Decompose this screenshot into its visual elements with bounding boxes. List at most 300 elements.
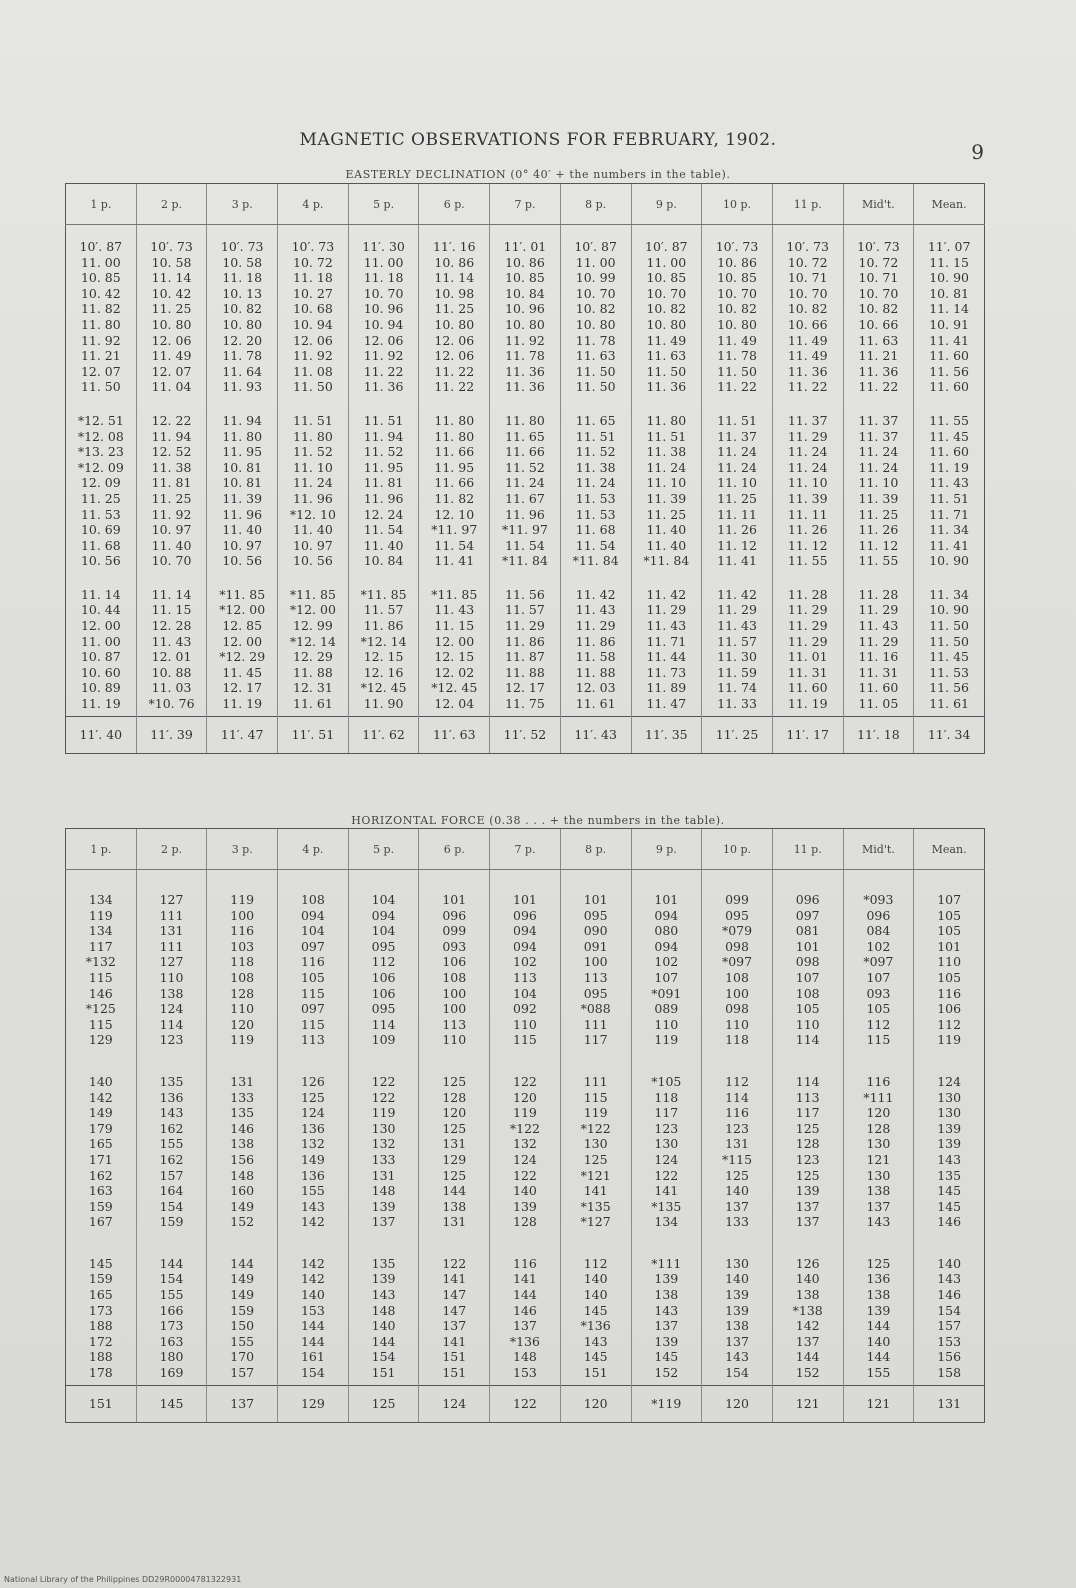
horizontal-force-cell: 155 xyxy=(159,1136,184,1152)
horizontal-force-cell: 111 xyxy=(583,1073,608,1089)
horizontal-force-cell: 112 xyxy=(866,1016,891,1032)
horizontal-force-mean-cell: 120 xyxy=(560,1385,631,1422)
declination-cell: 11. 14 xyxy=(151,270,192,286)
horizontal-force-mean-cell: 131 xyxy=(914,1385,985,1422)
horizontal-force-cell: 134 xyxy=(88,892,113,907)
declination-column-values xyxy=(66,225,137,399)
horizontal-force-cell: 113 xyxy=(513,969,537,985)
declination-cell: 10. 85 xyxy=(80,270,121,286)
declination-mean-cell: 11′. 34 xyxy=(914,716,985,753)
declination-cell: 11. 39 xyxy=(222,490,263,506)
declination-column-values xyxy=(278,399,349,573)
declination-mean-row xyxy=(66,716,985,753)
declination-cell: 11. 66 xyxy=(434,444,475,460)
declination-cell: 11. 64 xyxy=(222,363,263,379)
horizontal-force-cell: 131 xyxy=(442,1214,467,1230)
horizontal-force-day-group xyxy=(66,1052,985,1234)
horizontal-force-cell: 107 xyxy=(866,969,891,985)
declination-column-values xyxy=(914,399,985,573)
horizontal-force-cell: 125 xyxy=(442,1167,467,1183)
horizontal-force-cell: 146 xyxy=(937,1214,962,1230)
declination-cell: 10. 66 xyxy=(787,316,828,332)
declination-column-header: 3 p. xyxy=(207,184,278,225)
declination-cell: 11. 52 xyxy=(575,444,616,460)
horizontal-force-cell: 154 xyxy=(937,1302,962,1318)
declination-mean-cell: 11′. 18 xyxy=(843,716,914,753)
horizontal-force-mean-cell: 124 xyxy=(419,1385,490,1422)
horizontal-force-cell: 159 xyxy=(88,1198,113,1214)
declination-column-values xyxy=(348,399,419,573)
declination-cell: 10. 81 xyxy=(222,475,263,491)
horizontal-force-cell: 145 xyxy=(88,1255,113,1271)
declination-column-values xyxy=(66,573,137,716)
horizontal-force-cell: 145 xyxy=(654,1349,679,1365)
declination-cell: 11. 43 xyxy=(646,618,687,634)
horizontal-force-cell: 103 xyxy=(230,938,255,954)
declination-cell: 10. 90 xyxy=(929,602,969,618)
declination-cell: 11. 45 xyxy=(929,428,969,444)
declination-cell: 11. 41 xyxy=(717,553,757,569)
horizontal-force-mean-cell: 145 xyxy=(136,1385,207,1422)
horizontal-force-cell: 155 xyxy=(159,1287,184,1303)
declination-cell: 11. 43 xyxy=(151,633,192,649)
declination-cell: 11. 00 xyxy=(363,254,404,270)
declination-cell: 11. 60 xyxy=(929,348,969,364)
horizontal-force-cell: 157 xyxy=(159,1167,184,1183)
declination-column-values xyxy=(136,399,207,573)
declination-cell: 11. 57 xyxy=(363,602,404,618)
horizontal-force-cell: 156 xyxy=(230,1151,255,1167)
declination-cell: 11. 14 xyxy=(929,301,969,317)
declination-cell: 11. 57 xyxy=(717,633,757,649)
horizontal-force-cell: 145 xyxy=(937,1198,962,1214)
declination-cell: 11. 51 xyxy=(363,412,404,428)
declination-cell: 11. 31 xyxy=(787,664,828,680)
horizontal-force-cell: 148 xyxy=(230,1167,255,1183)
declination-cell: 11. 29 xyxy=(787,633,828,649)
declination-cell: 11. 40 xyxy=(646,522,687,538)
declination-cell: 11. 29 xyxy=(787,618,828,634)
horizontal-force-cell: 145 xyxy=(583,1302,608,1318)
horizontal-force-cell: 143 xyxy=(725,1349,749,1365)
horizontal-force-cell: 116 xyxy=(230,923,255,939)
horizontal-force-cell: 157 xyxy=(230,1365,255,1381)
horizontal-force-cell: 111 xyxy=(159,907,184,923)
declination-cell: 11. 92 xyxy=(80,332,121,348)
horizontal-force-mean-cell: 122 xyxy=(490,1385,561,1422)
horizontal-force-cell: *132 xyxy=(85,954,116,970)
declination-cell: 11. 45 xyxy=(929,649,969,665)
horizontal-force-cell: 159 xyxy=(159,1214,184,1230)
declination-cell: 11. 43 xyxy=(929,475,969,491)
horizontal-force-cell: 118 xyxy=(654,1089,679,1105)
declination-heading: EASTERLY DECLINATION (0° 40′ + the numbers in the table). xyxy=(345,168,731,181)
horizontal-force-cell: 111 xyxy=(159,938,184,954)
horizontal-force-cell: 140 xyxy=(725,1183,749,1199)
horizontal-force-cell: 140 xyxy=(513,1183,537,1199)
declination-cell: 11. 10 xyxy=(293,459,333,475)
declination-cell: 12. 22 xyxy=(151,412,192,428)
horizontal-force-cell: 139 xyxy=(725,1287,749,1303)
horizontal-force-cell: 136 xyxy=(300,1167,325,1183)
declination-cell: 11. 25 xyxy=(858,506,899,522)
declination-cell: 11. 15 xyxy=(929,254,969,270)
horizontal-force-cell: 141 xyxy=(442,1271,467,1287)
horizontal-force-column-header: 4 p. xyxy=(278,829,349,870)
declination-cell: *12. 00 xyxy=(219,602,266,618)
declination-cell: 11. 15 xyxy=(151,602,192,618)
declination-cell: 11. 60 xyxy=(858,680,899,696)
declination-cell: 11. 36 xyxy=(787,363,828,379)
declination-cell: 11. 51 xyxy=(717,412,757,428)
declination-cell: 11. 28 xyxy=(858,586,899,602)
horizontal-force-column-header: Mid't. xyxy=(843,829,914,870)
horizontal-force-mean-cell: 137 xyxy=(207,1385,278,1422)
declination-cell: 11. 19 xyxy=(929,459,969,475)
declination-cell: 11. 54 xyxy=(363,522,404,538)
declination-cell: 11. 60 xyxy=(787,680,828,696)
declination-cell: 12. 06 xyxy=(363,332,404,348)
horizontal-force-cell: 120 xyxy=(442,1105,467,1121)
declination-cell: 11. 40 xyxy=(293,522,333,538)
horizontal-force-cell: 104 xyxy=(371,892,396,907)
horizontal-force-cell: 158 xyxy=(937,1365,962,1381)
horizontal-force-cell: 130 xyxy=(866,1167,891,1183)
declination-cell: 10. 82 xyxy=(646,301,687,317)
horizontal-force-column-values xyxy=(772,1234,843,1385)
horizontal-force-cell: 119 xyxy=(230,892,255,907)
horizontal-force-column-header: 11 p. xyxy=(772,829,843,870)
horizontal-force-cell: 115 xyxy=(88,969,113,985)
declination-cell: 11. 24 xyxy=(787,444,828,460)
horizontal-force-cell: 128 xyxy=(513,1214,537,1230)
declination-cell: 11. 03 xyxy=(151,680,192,696)
horizontal-force-cell: 096 xyxy=(866,907,891,923)
horizontal-force-cell: 159 xyxy=(88,1271,113,1287)
declination-cell: 11. 78 xyxy=(222,348,263,364)
horizontal-force-cell: 137 xyxy=(725,1198,749,1214)
horizontal-force-column-values xyxy=(631,870,702,1052)
horizontal-force-cell: *138 xyxy=(792,1302,823,1318)
horizontal-force-cell: 137 xyxy=(866,1198,891,1214)
horizontal-force-cell: 144 xyxy=(159,1255,184,1271)
horizontal-force-cell: *115 xyxy=(721,1151,753,1167)
horizontal-force-cell: 160 xyxy=(230,1183,255,1199)
horizontal-force-cell: 098 xyxy=(725,938,749,954)
declination-cell: 12. 07 xyxy=(80,363,121,379)
declination-cell: *12. 45 xyxy=(360,680,407,696)
horizontal-force-cell: *136 xyxy=(580,1318,611,1334)
horizontal-force-cell: 125 xyxy=(725,1167,749,1183)
horizontal-force-cell: 119 xyxy=(937,1032,962,1048)
horizontal-force-column-values xyxy=(702,1234,773,1385)
horizontal-force-cell: 159 xyxy=(230,1302,255,1318)
horizontal-force-cell: 124 xyxy=(654,1151,679,1167)
horizontal-force-cell: 116 xyxy=(725,1105,749,1121)
horizontal-force-cell: 151 xyxy=(371,1365,396,1381)
declination-cell: 11. 95 xyxy=(434,459,475,475)
declination-cell: 10. 70 xyxy=(363,285,404,301)
declination-cell: 11. 96 xyxy=(222,506,263,522)
declination-cell: *11. 84 xyxy=(572,553,619,569)
declination-mean-cell: 11′. 62 xyxy=(348,716,419,753)
declination-cell: 11. 92 xyxy=(293,348,333,364)
declination-cell: 11. 49 xyxy=(787,348,828,364)
horizontal-force-cell: 100 xyxy=(725,985,749,1001)
horizontal-force-day-group xyxy=(66,1234,985,1385)
horizontal-force-column-header: 9 p. xyxy=(631,829,702,870)
declination-cell: 11. 24 xyxy=(717,444,757,460)
declination-cell: 11. 43 xyxy=(575,602,616,618)
declination-cell: 11. 22 xyxy=(363,363,404,379)
declination-cell: 10. 70 xyxy=(151,553,192,569)
declination-cell: 11. 24 xyxy=(787,459,828,475)
horizontal-force-cell: 101 xyxy=(654,892,679,907)
declination-cell: 11. 29 xyxy=(787,428,828,444)
declination-cell: 11. 43 xyxy=(717,618,757,634)
horizontal-force-cell: 140 xyxy=(88,1073,113,1089)
horizontal-force-cell: 137 xyxy=(725,1333,749,1349)
horizontal-force-cell: 138 xyxy=(866,1287,891,1303)
horizontal-force-cell: 138 xyxy=(866,1183,891,1199)
declination-cell: 11. 96 xyxy=(363,490,404,506)
horizontal-force-cell: 143 xyxy=(583,1333,608,1349)
declination-cell: 10. 98 xyxy=(434,285,475,301)
horizontal-force-cell: 104 xyxy=(300,923,325,939)
horizontal-force-cell: *097 xyxy=(721,954,753,970)
declination-cell: 11. 12 xyxy=(787,537,828,553)
horizontal-force-mean-cell: 129 xyxy=(278,1385,349,1422)
horizontal-force-cell: 117 xyxy=(88,938,113,954)
declination-cell: 10. 42 xyxy=(80,285,121,301)
declination-column-header: 2 p. xyxy=(136,184,207,225)
horizontal-force-cell: 122 xyxy=(371,1073,396,1089)
declination-cell: 11. 80 xyxy=(434,428,475,444)
declination-cell: 11. 26 xyxy=(787,522,828,538)
horizontal-force-cell: 125 xyxy=(442,1120,467,1136)
horizontal-force-cell: 150 xyxy=(230,1318,255,1334)
horizontal-force-cell: 143 xyxy=(866,1214,891,1230)
horizontal-force-cell: 139 xyxy=(513,1198,537,1214)
declination-cell: 11. 55 xyxy=(787,553,828,569)
horizontal-force-cell: 163 xyxy=(88,1183,113,1199)
declination-cell: 11. 78 xyxy=(717,348,757,364)
horizontal-force-cell: 180 xyxy=(159,1349,184,1365)
declination-cell: 10. 27 xyxy=(293,285,333,301)
horizontal-force-cell: 107 xyxy=(654,969,679,985)
declination-cell: 11. 51 xyxy=(293,412,333,428)
horizontal-force-cell: 096 xyxy=(513,907,537,923)
horizontal-force-cell: *125 xyxy=(85,1001,116,1017)
horizontal-force-cell: 163 xyxy=(159,1333,184,1349)
declination-cell: 10. 97 xyxy=(293,537,333,553)
declination-cell: 11. 38 xyxy=(575,459,616,475)
horizontal-force-cell: 134 xyxy=(88,923,113,939)
horizontal-force-cell: 134 xyxy=(654,1214,679,1230)
declination-mean-cell: 11′. 52 xyxy=(490,716,561,753)
horizontal-force-cell: 101 xyxy=(583,892,608,907)
declination-cell: 12. 00 xyxy=(434,633,475,649)
declination-column-values xyxy=(702,225,773,399)
horizontal-force-cell: 125 xyxy=(300,1089,325,1105)
declination-cell: 11. 50 xyxy=(929,618,969,634)
horizontal-force-cell: *121 xyxy=(580,1167,611,1183)
declination-column-values xyxy=(843,399,914,573)
horizontal-force-column-values xyxy=(631,1052,702,1234)
horizontal-force-cell: 113 xyxy=(442,1016,467,1032)
declination-cell: 11. 80 xyxy=(505,412,545,428)
declination-cell: 11. 24 xyxy=(858,459,899,475)
declination-cell: 11. 25 xyxy=(646,506,687,522)
declination-cell: 11. 80 xyxy=(293,428,333,444)
page-title: MAGNETIC OBSERVATIONS FOR FEBRUARY, 1902. xyxy=(299,130,777,150)
declination-cell: 11. 43 xyxy=(858,618,899,634)
horizontal-force-cell: 139 xyxy=(866,1302,891,1318)
declination-cell: 11. 18 xyxy=(222,270,263,286)
horizontal-force-cell: 095 xyxy=(725,907,749,923)
declination-cell: 11. 26 xyxy=(858,522,899,538)
declination-column-values xyxy=(136,573,207,716)
declination-cell: 11. 36 xyxy=(646,379,687,395)
horizontal-force-cell: 112 xyxy=(937,1016,962,1032)
declination-cell: *12. 08 xyxy=(77,428,124,444)
horizontal-force-column-values xyxy=(914,870,985,1052)
horizontal-force-cell: 130 xyxy=(371,1120,396,1136)
horizontal-force-table xyxy=(65,828,985,1423)
horizontal-force-column-header: 1 p. xyxy=(66,829,137,870)
declination-cell: 11. 29 xyxy=(575,618,616,634)
horizontal-force-column-values xyxy=(772,870,843,1052)
horizontal-force-cell: 112 xyxy=(583,1255,608,1271)
horizontal-force-cell: 119 xyxy=(230,1032,255,1048)
declination-cell: 11. 53 xyxy=(575,490,616,506)
horizontal-force-column-header: 2 p. xyxy=(136,829,207,870)
horizontal-force-cell: 143 xyxy=(159,1105,184,1121)
horizontal-force-cell: 097 xyxy=(300,938,325,954)
horizontal-force-cell: 153 xyxy=(513,1365,537,1381)
declination-cell: 11. 71 xyxy=(646,633,687,649)
horizontal-force-cell: 107 xyxy=(795,969,820,985)
horizontal-force-cell: 135 xyxy=(159,1073,184,1089)
horizontal-force-column-values xyxy=(348,1234,419,1385)
horizontal-force-column-values xyxy=(348,870,419,1052)
declination-cell: 11. 12 xyxy=(717,537,757,553)
horizontal-force-cell: 132 xyxy=(371,1136,396,1152)
declination-cell: 11. 37 xyxy=(787,412,828,428)
declination-cell: 11. 50 xyxy=(646,363,687,379)
horizontal-force-cell: 126 xyxy=(300,1073,325,1089)
declination-cell: 11′. 07 xyxy=(927,239,971,254)
horizontal-force-column-header: 3 p. xyxy=(207,829,278,870)
declination-cell: 11. 94 xyxy=(363,428,404,444)
declination-cell: 10. 72 xyxy=(293,254,333,270)
declination-cell: 11. 36 xyxy=(505,363,545,379)
declination-cell: 12. 17 xyxy=(505,680,545,696)
horizontal-force-cell: 139 xyxy=(654,1333,679,1349)
horizontal-force-cell: *088 xyxy=(580,1001,611,1017)
horizontal-force-cell: 106 xyxy=(937,1001,962,1017)
declination-cell: 10. 70 xyxy=(575,285,616,301)
horizontal-force-cell: 154 xyxy=(159,1271,184,1287)
declination-cell: 11. 50 xyxy=(80,379,121,395)
horizontal-force-cell: 096 xyxy=(442,907,467,923)
declination-cell: 11. 51 xyxy=(646,428,687,444)
horizontal-force-cell: 131 xyxy=(159,923,184,939)
horizontal-force-cell: 115 xyxy=(866,1032,891,1048)
declination-cell: 11. 82 xyxy=(434,490,475,506)
declination-cell: 10. 87 xyxy=(80,649,121,665)
horizontal-force-cell: 136 xyxy=(300,1120,325,1136)
declination-column-values xyxy=(560,225,631,399)
declination-cell: 12. 85 xyxy=(222,618,263,634)
horizontal-force-cell: 139 xyxy=(937,1136,962,1152)
horizontal-force-column-values xyxy=(914,1052,985,1234)
horizontal-force-cell: 110 xyxy=(725,1016,749,1032)
declination-cell: 12. 31 xyxy=(293,680,333,696)
horizontal-force-cell: 102 xyxy=(513,954,537,970)
declination-mean-cell: 11′. 51 xyxy=(278,716,349,753)
declination-cell: 11. 66 xyxy=(434,475,475,491)
declination-cell: 11. 24 xyxy=(575,475,616,491)
horizontal-force-cell: 147 xyxy=(442,1302,467,1318)
horizontal-force-cell: 108 xyxy=(442,969,467,985)
declination-cell: 11. 80 xyxy=(646,412,687,428)
horizontal-force-column-values xyxy=(843,1052,914,1234)
declination-cell: 11. 49 xyxy=(717,332,757,348)
declination-column-values xyxy=(419,225,490,399)
declination-cell: 12. 15 xyxy=(434,649,475,665)
declination-cell: 11. 60 xyxy=(929,444,969,460)
horizontal-force-cell: 117 xyxy=(654,1105,679,1121)
horizontal-force-cell: 171 xyxy=(88,1151,113,1167)
declination-cell: 11. 41 xyxy=(434,553,475,569)
declination-cell: 10. 89 xyxy=(80,680,121,696)
declination-cell: 12. 06 xyxy=(434,332,475,348)
horizontal-force-cell: 140 xyxy=(725,1271,749,1287)
declination-column-values xyxy=(136,225,207,399)
declination-cell: 11. 15 xyxy=(434,618,475,634)
horizontal-force-cell: 133 xyxy=(725,1214,749,1230)
declination-cell: 10. 56 xyxy=(80,553,121,569)
declination-cell: 12. 10 xyxy=(434,506,475,522)
horizontal-force-cell: 142 xyxy=(88,1089,113,1105)
horizontal-force-cell: *122 xyxy=(580,1120,611,1136)
horizontal-force-cell: 144 xyxy=(866,1318,891,1334)
declination-column-values xyxy=(560,573,631,716)
horizontal-force-cell: 141 xyxy=(513,1271,537,1287)
horizontal-force-cell: 125 xyxy=(442,1073,467,1089)
horizontal-force-cell: 124 xyxy=(937,1073,962,1089)
declination-column-values xyxy=(419,573,490,716)
horizontal-force-column-values xyxy=(702,870,773,1052)
horizontal-force-cell: 146 xyxy=(88,985,113,1001)
declination-cell: 11. 19 xyxy=(787,696,828,712)
declination-cell: 10′. 73 xyxy=(715,239,759,254)
horizontal-force-cell: 116 xyxy=(513,1255,537,1271)
declination-cell: 11. 74 xyxy=(717,680,757,696)
declination-cell: 11. 40 xyxy=(151,537,192,553)
declination-cell: 11. 41 xyxy=(929,332,969,348)
declination-cell: 11. 71 xyxy=(929,506,969,522)
horizontal-force-column-values xyxy=(66,870,137,1052)
horizontal-force-cell: 147 xyxy=(442,1287,467,1303)
horizontal-force-cell: 146 xyxy=(937,1287,962,1303)
declination-cell: 12. 15 xyxy=(363,649,404,665)
declination-cell: 11. 61 xyxy=(575,696,616,712)
horizontal-force-column-values xyxy=(419,870,490,1052)
horizontal-force-cell: 188 xyxy=(88,1318,113,1334)
horizontal-force-cell: 121 xyxy=(866,1151,891,1167)
